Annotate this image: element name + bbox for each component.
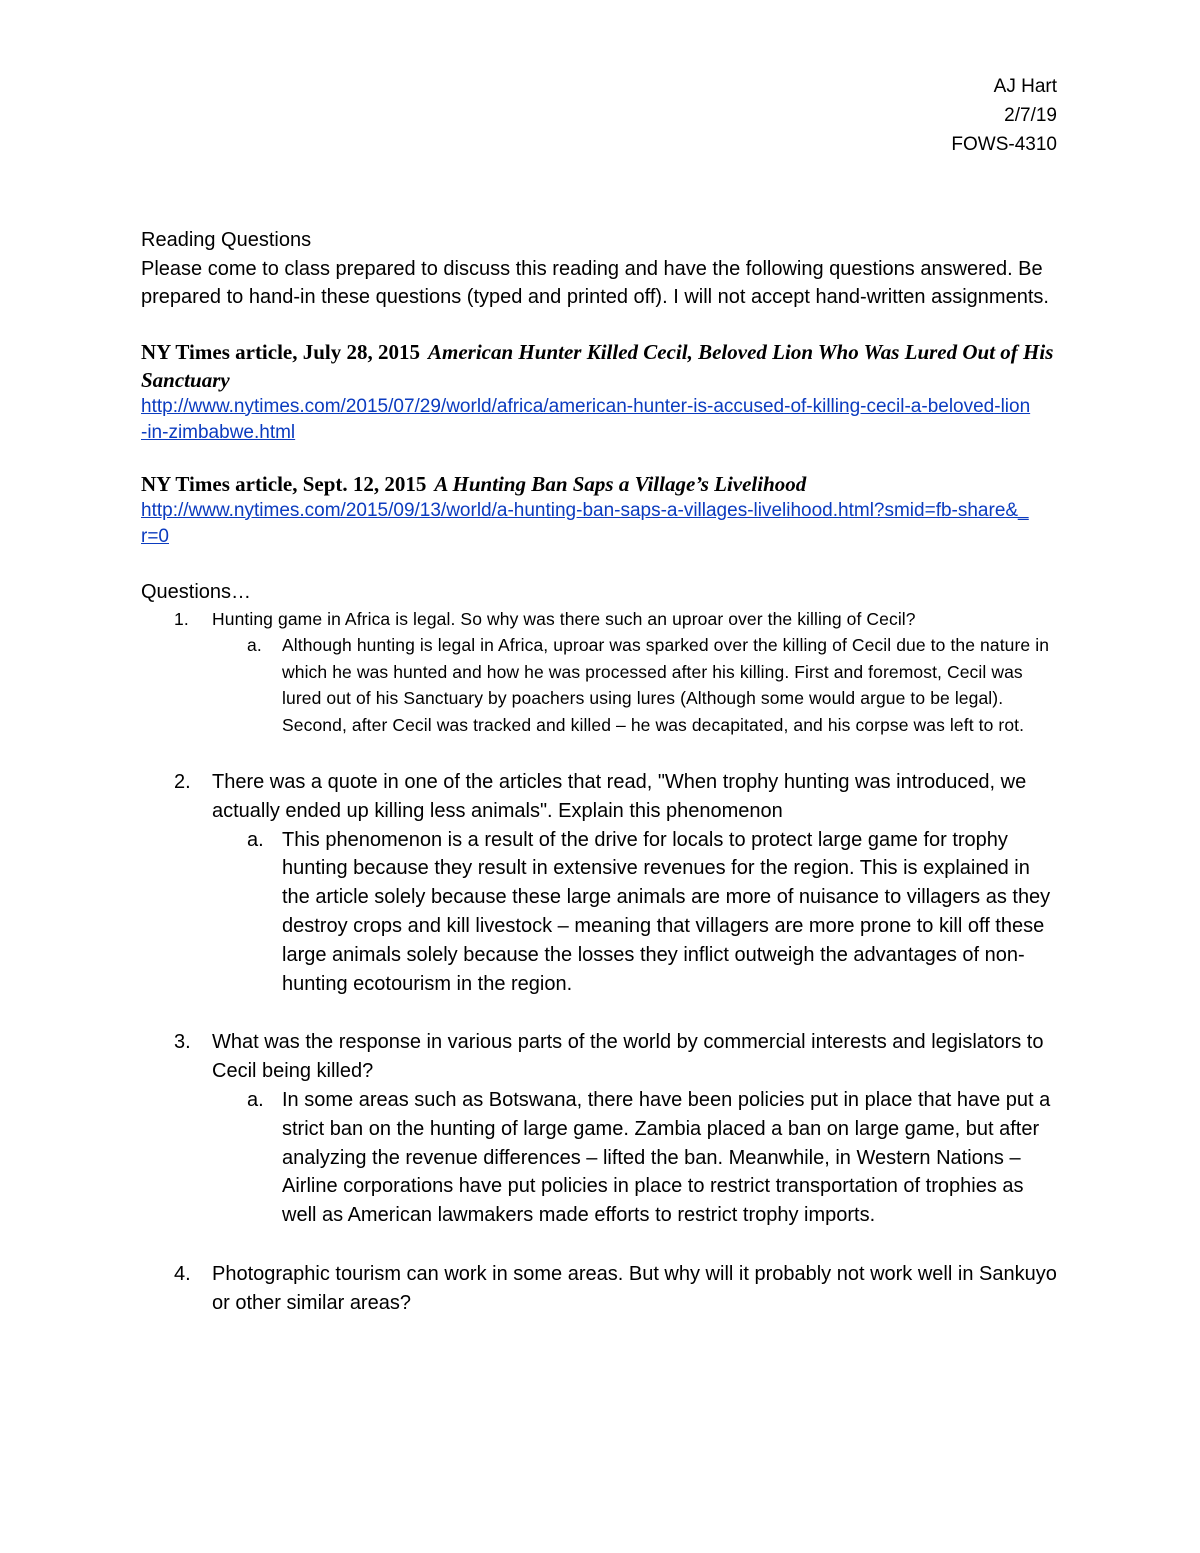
question-list [141, 606, 1061, 1318]
answer-text: In some areas such as Botswana, there have been policies put in place that have put a strict ban on the hunting of large game. Zambia placed a ban on large game, but after analyzing the revenue differences – lifted the ban. Meanwhile, in Western Nations – Airline corporations have put policies in place to restrict transportation of trophies as well as American lawmakers made efforts to restrict trophy imports. [282, 1088, 1051, 1227]
question-item [141, 1260, 1061, 1318]
answer-item [212, 1086, 1061, 1230]
document-body [141, 226, 1061, 1318]
answer-label: a. [247, 635, 262, 655]
article-title: American Hunter Killed Cecil, Beloved Lion Who Was Lured Out of His Sanctuary [141, 339, 1054, 392]
article-heading [141, 338, 1061, 394]
question-text: There was a quote in one of the articles that read, "When trophy hunting was introduced, we actually ended up killing less animals". Explain this phenomenon [212, 771, 1027, 822]
instructions-paragraph: Please come to class prepared to discuss this reading and have the following questions answered. Be prepared to hand-in these questions (typed and printed off). I will not accept hand-written assignments. [141, 257, 1049, 308]
article-link[interactable]: http://www.nytimes.com/2015/09/13/world/a-hunting-ban-saps-a-villages-livelihood.html?smid=fb-share&_r=0 [141, 499, 1029, 547]
question-item [141, 768, 1061, 998]
answer-label: a. [247, 828, 264, 851]
question-item [141, 1028, 1061, 1230]
question-number: 4. [174, 1262, 191, 1285]
author-header [951, 72, 1057, 159]
answer-item [212, 632, 1061, 738]
answer-text: Although hunting is legal in Africa, uproar was sparked over the killing of Cecil due to the nature in which he was hunted and how he was processed after his killing. First and foremost, Cecil was lured out of his Sanctuary by poachers using lures (Although some would argue to be legal). Second, after Cecil was tracked and killed – he was decapitated, and his corpse was left to rot. [282, 635, 1050, 735]
answer-label: a. [247, 1088, 264, 1111]
answer-item [212, 826, 1061, 999]
answer-text: This phenomenon is a result of the drive for locals to protect large game for trophy hunting because they result in extensive revenues for the region. This is explained in the article solely because these large animals are more of nuisance to villagers as they destroy crops and kill livestock – meaning that villagers are more prone to kill off these large animals solely because the losses they inflict outweigh the advantages of non-hunting ecotourism in the region. [282, 828, 1051, 995]
intro-section [141, 226, 1061, 312]
article-heading [141, 470, 1061, 498]
question-number: 2. [174, 771, 191, 793]
question-item [141, 606, 1061, 739]
question-text: Hunting game in Africa is legal. So why was there such an uproar over the killing of Cecil? [212, 608, 916, 629]
article-reference-2 [141, 470, 1061, 550]
article-link[interactable]: http://www.nytimes.com/2015/07/29/world/africa/american-hunter-is-accused-of-killing-cecil-a-beloved-lion-in-zimbabwe.html [141, 395, 1031, 443]
question-text: What was the response in various parts of the world by commercial interests and legislators to Cecil being killed? [212, 1031, 1044, 1083]
article-title: A Hunting Ban Saps a Village’s Livelihood [434, 471, 807, 496]
course-code: FOWS-4310 [951, 134, 1057, 155]
question-number: 1. [174, 608, 189, 629]
question-number: 3. [174, 1031, 191, 1054]
article-source: NY Times article, July 28, 2015 [141, 339, 421, 364]
article-source: NY Times article, Sept. 12, 2015 [141, 471, 427, 496]
question-text: Photographic tourism can work in some areas. But why will it probably not work well in Sankuyo or other similar areas? [212, 1262, 1057, 1314]
section-title: Reading Questions [141, 229, 312, 251]
document-date: 2/7/19 [1004, 105, 1057, 126]
article-reference-1 [141, 338, 1061, 446]
author-name: AJ Hart [993, 76, 1057, 97]
questions-heading: Questions… [141, 580, 252, 603]
